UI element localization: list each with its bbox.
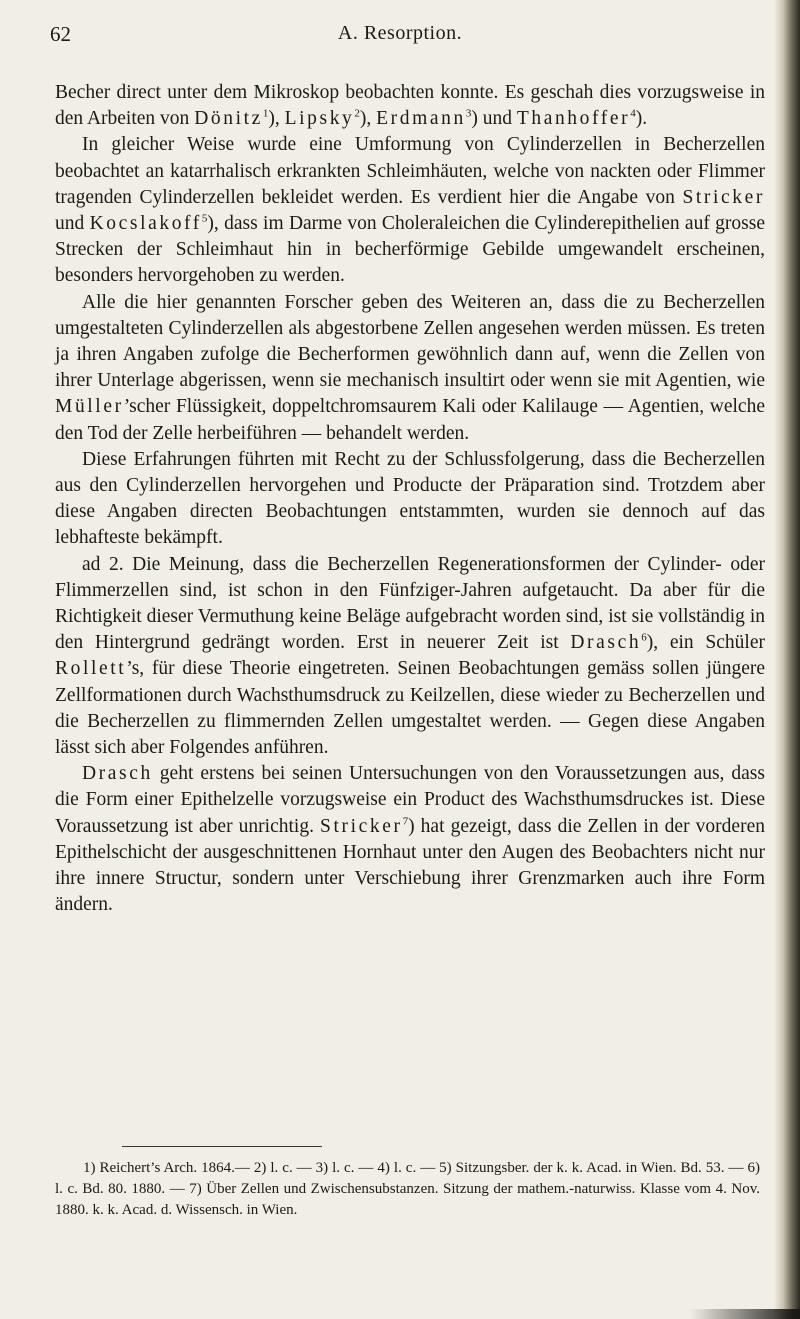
- author-name: Stricker: [682, 186, 765, 208]
- footnote-ref: 7: [402, 815, 409, 828]
- text-run: Alle die hier genannten Forscher geben des Weiteren an, dass die zu Becherzellen umgestalteten Cylinderzellen als abgestorbene Zellen angesehen werden müssen. Es treten ja ihren Angaben zufolge die Becherformen gewöhnlich dann auf, wenn die Zellen von ihrer Unterlage abgerissen, wenn sie mechanisch insultirt oder wenn sie mit Agentien, wie: [55, 291, 765, 392]
- text-run: ) und: [471, 108, 517, 130]
- footnote-ref: 6: [641, 631, 647, 644]
- text-run: In gleicher Weise wurde eine Umformung von Cylinderzellen in Becherzellen beobachtet an katarrhalisch erkrankten Schleimhäuten, welche von nackten oder Flimmer tragenden Cylinderzellen bekleidet werden. Es verdient hier die Angabe von: [55, 134, 765, 208]
- running-head: A. Resorption.: [337, 22, 463, 44]
- text-run: ),: [268, 108, 285, 130]
- text-run: ’s, für diese Theorie eingetreten. Seinen Beobachtungen gemäss sollen jüngere Zellformationen durch Wachsthumsdruck zu Keilzellen, diese wieder zu Becherzellen und die Becherzellen zu flimmernden Zellen umgestaltet werden. — Gegen diese Angaben lässt sich aber Folgendes anführen.: [55, 658, 765, 759]
- text-run: ), ein Schüler: [646, 632, 765, 654]
- text-run: ’scher Flüssigkeit, doppeltchromsaurem Kali oder Kalilauge — Agentien, welche den Tod der Zelle herbeiführen — behandelt werden.: [55, 396, 765, 444]
- footnote-ref: 2: [354, 107, 360, 120]
- paragraph: [55, 447, 765, 552]
- paragraph: [55, 290, 765, 447]
- author-name: Stricker: [320, 815, 403, 837]
- author-name: Drasch: [82, 763, 153, 785]
- page-binding-edge: [774, 0, 800, 1319]
- body-text: [55, 80, 765, 919]
- text-run: ), dass im Darme von Choleraleichen die Cylinderepithelien auf grosse Strecken der Schleimhaut hin in becherförmige Gebilde umgewandelt erscheinen, besonders hervorgehoben zu werden.: [55, 213, 765, 287]
- text-run: Becher direct unter dem Mikroskop beobachten konnte. Es geschah dies vorzugsweise in den Arbeiten von: [55, 82, 765, 130]
- author-name: Lipsky: [284, 108, 355, 130]
- footnote-ref: 4: [630, 107, 636, 120]
- footnotes: [55, 1158, 760, 1221]
- footnote-ref: 1: [262, 107, 269, 120]
- author-name: Erdmann: [376, 108, 466, 130]
- page-header: [50, 20, 750, 50]
- footnote-text: 1) Reichert’s Arch. 1864.— 2) l. c. — 3) l. c. — 4) l. c. — 5) Sitzungsber. der k. k. Acad. in Wien. Bd. 53. — 6) l. c. Bd. 80. 1880. — 7) Über Zellen und Zwischensubstanzen. Sitzung der mathem.-naturwiss. Klasse vom 4. Nov. 1880. k. k. Acad. d. Wissensch. in Wien.: [55, 1160, 760, 1218]
- footnote-rule: [122, 1146, 322, 1147]
- author-name: Rollett: [55, 658, 127, 680]
- text-run: ad 2. Die Meinung, dass die Becherzellen Regenerationsformen der Cylinder- oder Flimmerzellen sind, ist schon in den Fünfziger-Jahren aufgetaucht. Da aber für die Richtigkeit dieser Vermuthung keine Beläge aufgebracht worden sind, ist sie vollständig in den Hintergrund gedrängt worden. Erst in neuerer Zeit ist: [55, 553, 765, 654]
- paragraph: [55, 552, 765, 762]
- footnote-ref: 5: [201, 212, 208, 225]
- paragraph: [55, 761, 765, 918]
- author-name: Thanhoffer: [516, 108, 631, 130]
- author-name: Drasch: [570, 632, 642, 654]
- paragraph: [55, 132, 765, 289]
- page-binding-shadow: [690, 1309, 800, 1319]
- text-run: ),: [359, 108, 377, 130]
- author-name: Kocslakoff: [89, 213, 202, 235]
- page-number: 62: [50, 22, 71, 46]
- author-name: Dönitz: [194, 108, 263, 130]
- text-run: und: [55, 213, 90, 235]
- paragraph: [55, 80, 765, 132]
- text-run: ).: [635, 108, 648, 130]
- text-run: Diese Erfahrungen führten mit Recht zu der Schlussfolgerung, dass die Becherzellen aus den Cylinderzellen hervorgehen und Producte der Präparation sind. Trotzdem aber diese Angaben directen Beobachtungen entstammten, wurden sie dennoch auf das lebhafteste bekämpft.: [55, 448, 765, 549]
- text-run: ) hat gezeigt, dass die Zellen in der vorderen Epithelschicht der ausgeschnittenen Hornhaut unter den Augen des Beobachters nicht nur ihre innere Structur, sondern unter Verschiebung ihrer Grenzmarken auch ihre Form ändern.: [55, 815, 765, 916]
- author-name: Müller: [55, 396, 124, 418]
- text-run: geht erstens bei seinen Untersuchungen von den Voraussetzungen aus, dass die Form einer Epithelzelle vorzugsweise ein Product des Wachsthumsdruckes ist. Diese Voraussetzung ist aber unrichtig.: [55, 763, 765, 837]
- footnote-ref: 3: [465, 107, 472, 120]
